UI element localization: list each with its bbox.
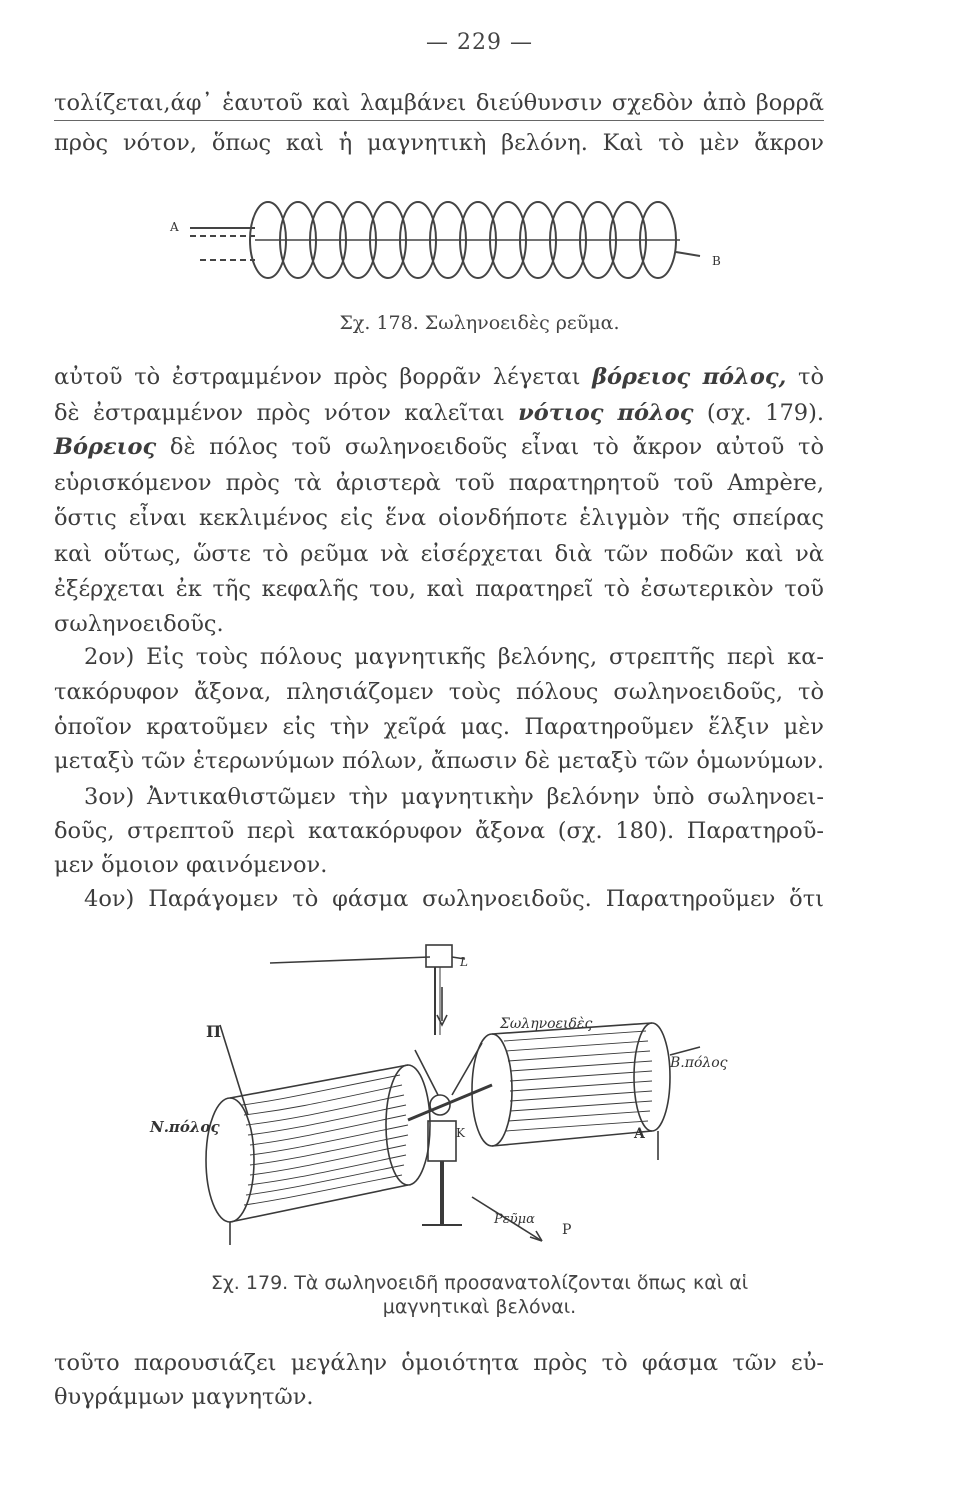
page-number: — 229 — <box>426 30 533 55</box>
fig179-label-north: Β.πόλος <box>670 1055 728 1071</box>
figure-179-caption-line2: μαγνητικαὶ βελόναι. <box>382 1296 577 1318</box>
fig179-label-p: P <box>562 1222 572 1238</box>
fig179-label-a: A <box>634 1126 645 1142</box>
text-line-11: 2ον) Εἰς τοὺς πόλους μαγνητικῆς βελόνης, στρεπτῆς περὶ κα- <box>84 644 824 670</box>
text-line-12: τακόρυφον ἄξονα, πλησιάζομεν τοὺς πόλους σωληνοειδοῦς, τὸ <box>54 679 824 705</box>
term-boreios: Βόρειος <box>54 434 157 460</box>
text-line-13: ὁποῖον κρατοῦμεν εἰς τὴν χεῖρά μας. Παρατηροῦμεν ἕλξιν μὲν <box>54 714 824 740</box>
text-line-7: ὅστις εἶναι κεκλιμένος εἰς ἕνα οἱονδήποτε ἑλιγμὸν τῆς σπείρας <box>54 505 824 531</box>
text-span: δὲ πόλος τοῦ σωληνοειδοῦς εἶναι τὸ ἄκρον αὐτοῦ τὸ <box>169 434 824 460</box>
support-right <box>452 1043 482 1095</box>
figure-179-caption-line1: Σχ. 179. Τὰ σωληνοειδῆ προσανατολίζονται ὅπως καὶ αἱ <box>210 1272 749 1294</box>
text-line-15: 3ον) Ἀντικαθιστῶμεν τὴν μαγνητικὴν βελόνην ὑπὸ σωληνοει- <box>84 784 824 810</box>
text-line-18: 4ον) Παράγομεν τὸ φάσμα σωληνοειδοῦς. Παρατηροῦμεν ὅτι <box>84 886 824 912</box>
text-line-9: ἐξέρχεται ἐκ τῆς κεφαλῆς του, καὶ παρατηρεῖ τὸ ἐσωτερικὸν τοῦ <box>54 576 824 602</box>
top-clamp <box>426 945 452 967</box>
current-arrow-head <box>530 1231 542 1241</box>
figure-178-caption: Σχ. 178. Σωληνοειδὲς ρεῦμα. <box>339 312 620 334</box>
text-span: (σχ. 179). <box>706 400 825 426</box>
lead-wire-b <box>676 252 700 256</box>
text-line-3 <box>54 362 824 392</box>
text-line-16: δοῦς, στρεπτοῦ περὶ κατακόρυφον ἄξονα (σχ. 180). Παρατηροῦ- <box>54 818 824 844</box>
right-lead <box>670 1047 700 1055</box>
text-line-2: πρὸς νότον, ὅπως καὶ ἡ μαγνητικὴ βελόνη. Καὶ τὸ μὲν ἄκρον <box>54 130 824 156</box>
figure-179-solenoids <box>190 935 750 1255</box>
fig179-label-n: Π <box>206 1022 222 1041</box>
fig179-label-l: L <box>460 955 468 969</box>
pointer-line <box>220 1025 248 1115</box>
text-span: δὲ ἐστραμμένον πρὸς νότον καλεῖται <box>54 400 505 426</box>
fig179-label-k: K <box>456 1126 465 1140</box>
text-line-10: σωληνοειδοῦς. <box>54 611 224 637</box>
right-solenoid <box>472 1023 700 1146</box>
top-wire <box>270 957 430 963</box>
term-north-pole: βόρειος πόλος, <box>592 364 787 390</box>
text-line-8: καὶ οὕτως, ὥστε τὸ ρεῦμα νὰ εἰσέρχεται διὰ τῶν ποδῶν καὶ νὰ <box>54 541 824 567</box>
text-line-19: τοῦτο παρουσιάζει μεγάλην ὁμοιότητα πρὸς τὸ φάσμα τῶν εὐ- <box>54 1350 824 1376</box>
text-line-17: μεν ὅμοιον φαινόμενον. <box>54 852 328 878</box>
fig178-label-a: A <box>170 220 179 234</box>
mercury-cup <box>428 1121 456 1161</box>
text-span: τὸ <box>798 364 825 390</box>
text-line-4 <box>54 398 824 428</box>
text-line-20: θυγράμμων μαγνητῶν. <box>54 1384 314 1410</box>
text-line-5 <box>54 432 824 462</box>
figure-178-solenoid <box>160 190 730 300</box>
fig178-label-b: B <box>712 254 721 268</box>
text-line-1: τολίζεται,άφ᾽ ἑαυτοῦ καὶ λαμβάνει διεύθυνσιν σχεδὸν ἀπὸ βορρᾶ <box>54 90 824 116</box>
fig179-label-south: Ν.πόλος <box>150 1118 220 1136</box>
fig179-label-solenoid: Σωληνοειδὲς <box>500 1016 593 1032</box>
text-span: αὐτοῦ τὸ ἐστραμμένον πρὸς βορρᾶν λέγεται <box>54 364 581 390</box>
fig179-label-current: Ρεῦμα <box>494 1212 535 1227</box>
text-line-14: μεταξὺ τῶν ἑτερωνύμων πόλων, ἄπωσιν δὲ μεταξὺ τῶν ὁμωνύμων. <box>54 748 824 774</box>
underline-rule <box>54 120 824 121</box>
text-line-6: εὑρισκόμενον πρὸς τὰ ἀριστερὰ τοῦ παρατηρητοῦ τοῦ Ampère, <box>54 470 824 496</box>
term-south-pole: νότιος πόλος <box>518 400 694 426</box>
